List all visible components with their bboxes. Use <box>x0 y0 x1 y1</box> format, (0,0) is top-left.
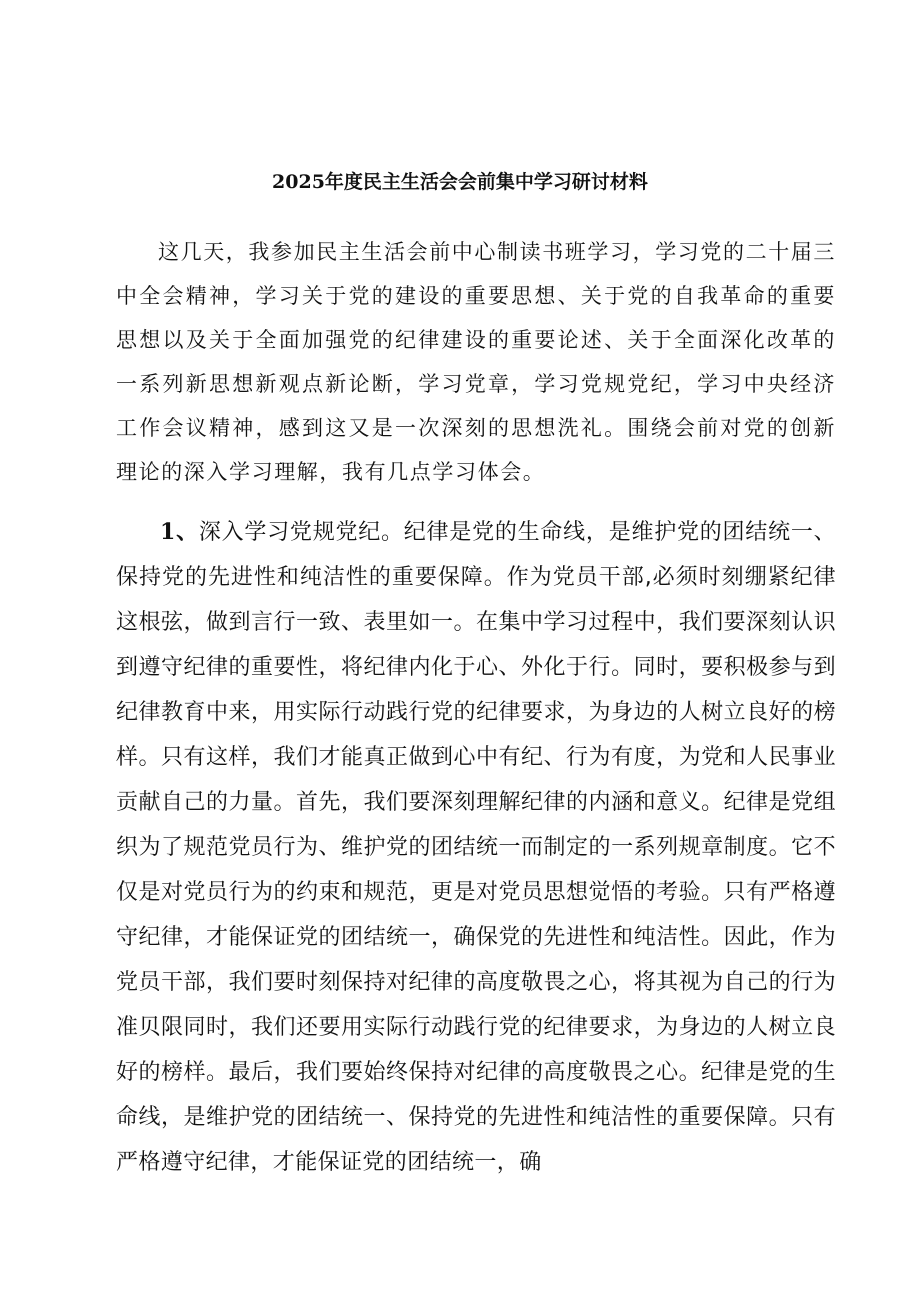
document-title: 2025年度民主生活会会前集中学习研讨材料 <box>272 171 648 193</box>
intro-paragraph: 这几天，我参加民主生活会前中心制读书班学习，学习党的二十届三中全会精神，学习关于党的建设的重要思想、关于党的自我革命的重要思想以及关于全面加强党的纪律建设的重要论述、关于全面深化改革的一系列新思想新观点新论断，学习党章，学习党规党纪，学习中央经济工作会议精神，感到这又是一次深刻的思想洗礼。围绕会前对党的创新理论的深入学习理解，我有几点学习体会。 <box>116 240 836 484</box>
section-1-number: 1、 <box>160 519 199 545</box>
section-1-text: 深入学习党规党纪。纪律是党的生命线，是维护党的团结统一、保持党的先进性和纯洁性的重要保障。作为党员干部,必须时刻绷紧纪律这根弦，做到言行一致、表里如一。在集中学习过程中，我们要深刻认识到遵守纪律的重要性，将纪律内化于心、外化于行。同时，要积极参与到纪律教育中来，用实际行动践行党的纪律要求，为身边的人树立良好的榜样。只有这样，我们才能真正做到心中有纪、行为有度，为党和人民事业贡献自己的力量。首先，我们要深刻理解纪律的内涵和意义。纪律是党组织为了规范党员行为、维护党的团结统一而制定的一系列规章制度。它不仅是对党员行为的约束和规范，更是对党员思想觉悟的考验。只有严格遵守纪律，才能保证党的团结统一，确保党的先进性和纯洁性。因此，作为党员干部，我们要时刻保持对纪律的高度敬畏之心，将其视为自己的行为准贝限同时，我们还要用实际行动践行党的纪律要求，为身边的人树立良好的榜样。最后，我们要始终保持对纪律的高度敬畏之心。纪律是党的生命线，是维护党的团结统一、保持党的先进性和纯洁性的重要保障。只有严格遵守纪律，才能保证党的团结统一，确 <box>116 520 837 1175</box>
section-1-paragraph <box>116 510 836 1185</box>
